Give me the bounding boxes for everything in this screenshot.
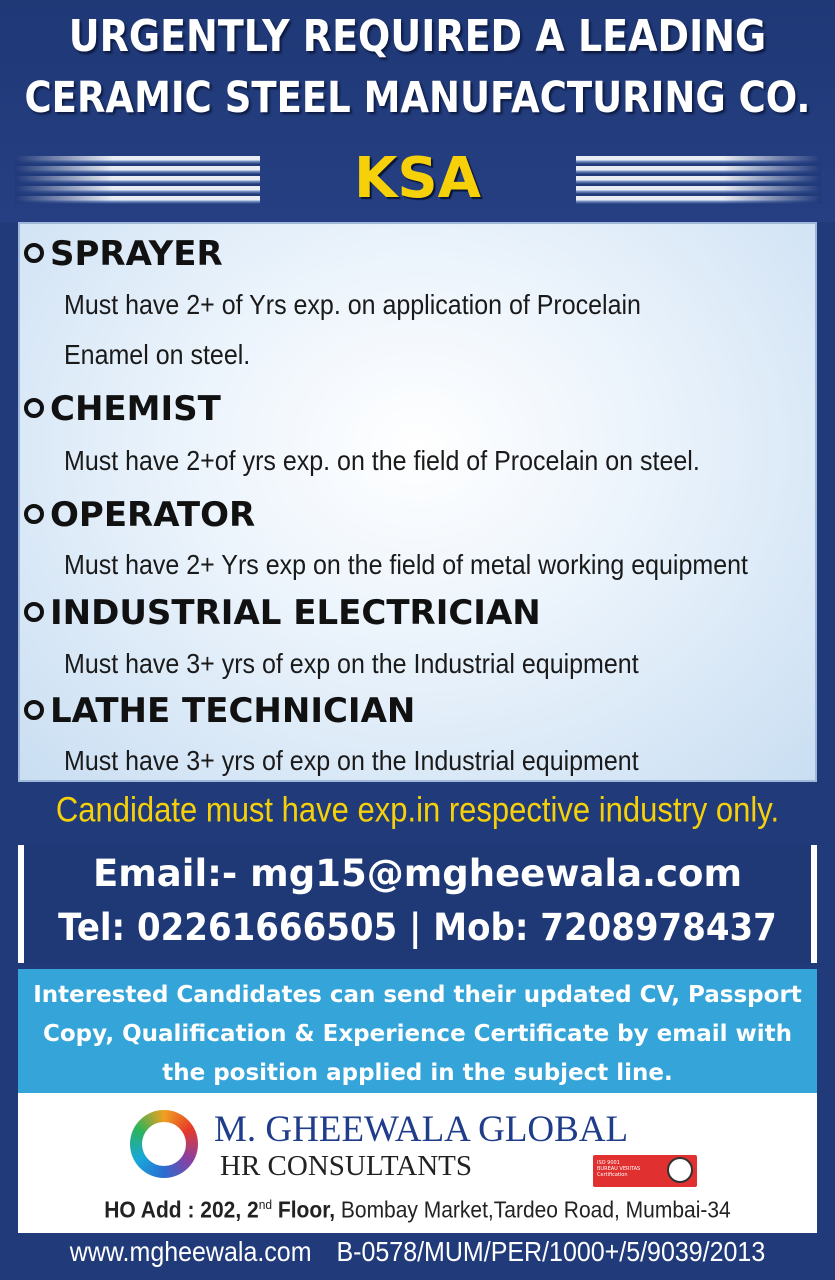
requirement-note: Candidate must have exp.in respective industry only.	[55, 789, 780, 830]
job-desc-lathe-technician: Must have 3+ yrs of exp on the Industrial equipment	[64, 746, 639, 777]
header-banner	[0, 0, 835, 222]
apply-line-2: Copy, Qualification & Experience Certificate by email with	[42, 1021, 793, 1047]
email-line: Email:- mg15@mgheewala.com	[92, 852, 743, 895]
bullet-icon	[24, 243, 44, 263]
decorative-stripes-left	[15, 156, 260, 204]
bullet-icon	[24, 602, 44, 622]
job-desc-operator: Must have 2+ Yrs exp on the field of metal working equipment	[64, 550, 748, 581]
bullet-icon	[24, 504, 44, 524]
footer-line	[0, 1237, 835, 1269]
job-desc-industrial-electrician: Must have 3+ yrs of exp on the Industrial equipment	[64, 649, 639, 680]
company-subtitle: HR CONSULTANTS	[220, 1150, 473, 1182]
jobs-panel	[18, 222, 817, 782]
bullet-icon	[24, 700, 44, 720]
license-number: B-0578/MUM/PER/1000+/5/9039/2013	[336, 1236, 766, 1268]
website-link[interactable]: www.mgheewala.com	[69, 1236, 312, 1268]
certification-badge	[593, 1155, 697, 1187]
apply-line-3: the position applied in the subject line.	[162, 1060, 673, 1086]
job-desc-sprayer-line1: Must have 2+ of Yrs exp. on application of Procelain	[64, 290, 641, 321]
company-name: M. GHEEWALA GLOBAL	[214, 1109, 629, 1150]
bureau-veritas-seal-icon	[667, 1157, 693, 1183]
company-logo-icon	[130, 1110, 198, 1178]
phone-line: Tel: 02261666505 | Mob: 7208978437	[58, 906, 777, 950]
decorative-stripes-right	[576, 156, 821, 204]
headline-line-2: CERAMIC STEEL MANUFACTURING CO.	[24, 72, 811, 123]
job-title-chemist: CHEMIST	[24, 389, 221, 429]
job-title-sprayer: SPRAYER	[24, 234, 223, 274]
job-title-operator: OPERATOR	[24, 495, 255, 535]
headline-line-1: URGENTLY REQUIRED A LEADING	[68, 10, 767, 62]
job-desc-sprayer-line2: Enamel on steel.	[64, 340, 251, 371]
location-label: KSA	[353, 146, 482, 211]
certification-text: ISO 9001 BUREAU VERITAS Certification	[597, 1160, 641, 1178]
job-title-lathe-technician: LATHE TECHNICIAN	[24, 691, 415, 731]
job-title-industrial-electrician: INDUSTRIAL ELECTRICIAN	[24, 593, 541, 633]
bullet-icon	[24, 398, 44, 418]
job-desc-chemist: Must have 2+of yrs exp. on the field of Procelain on steel.	[64, 446, 700, 477]
apply-instructions	[20, 976, 815, 1093]
head-office-address: HO Add : 202, 2nd Floor, Bombay Market,Tardeo Road, Mumbai-34	[104, 1196, 731, 1224]
apply-line-1: Interested Candidates can send their updated CV, Passport	[33, 982, 802, 1008]
